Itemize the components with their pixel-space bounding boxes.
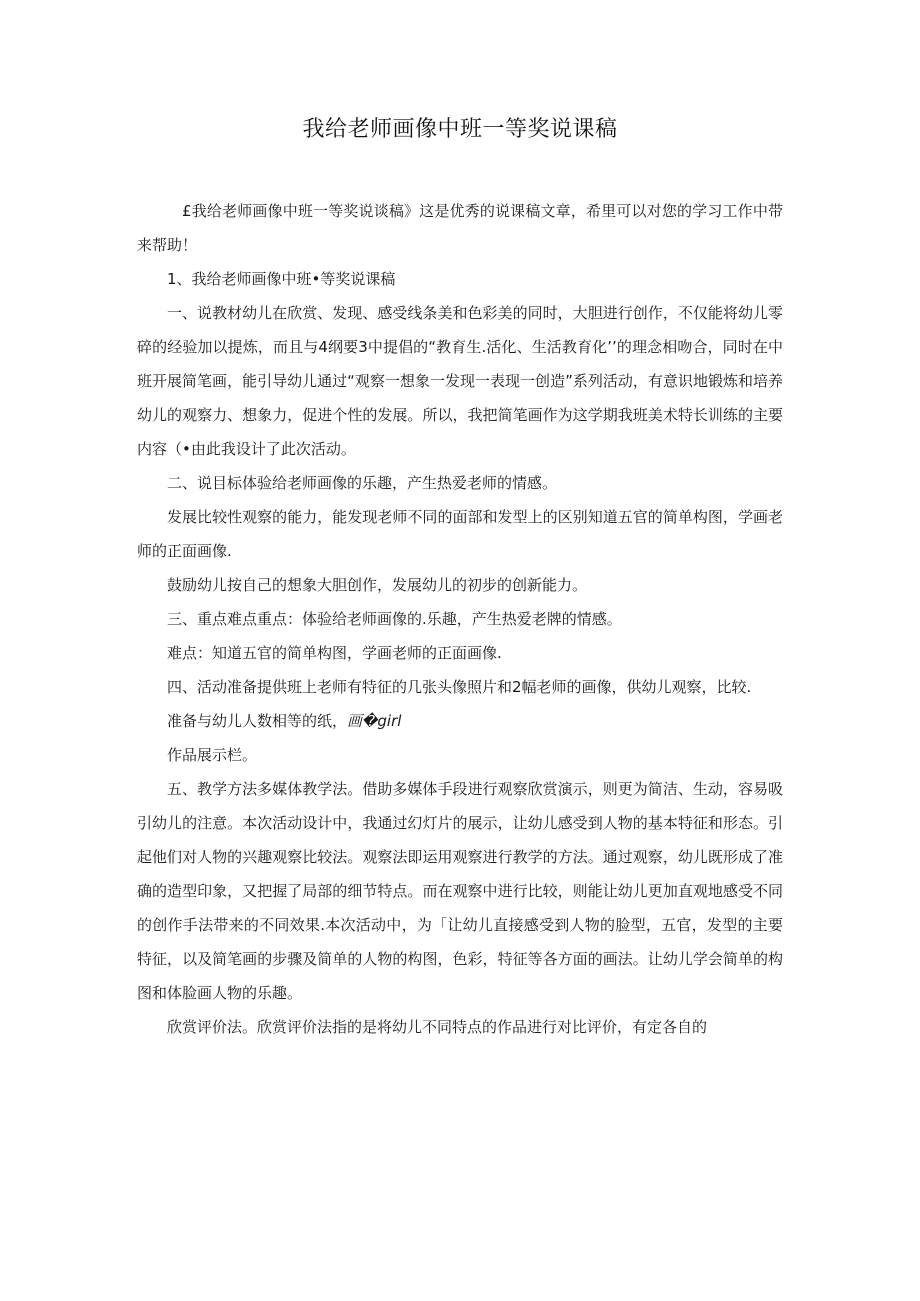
- paragraph-evaluation: 欣赏评价法。欣赏评价法指的是将幼儿不同特点的作品进行对比评价，有定各自的: [167, 1018, 708, 1036]
- paragraph-methods: 五、教学方法多媒体教学法。借助多媒体手段进行观察欣赏演示，则更为简洁、生动，容易吸引幼儿的注意。本次活动设计中，我通过幻灯片的展示，让幼儿感受到人物的基本特征和形态。引起他们对人物的兴趣观察比较法。观察法即运用观察进行教学的方法。通过观察，幼儿既形成了准确的造型印象，又把握了局部的细节特点。而在观察中进行比较，则能让幼儿更加直观地感受不同的创作手法带来的不同效果.本次活动中，为「让幼儿直接感受到人物的脸型，五官，发型的主要特征，以及简笔画的步骤及简单的人物的构图，色彩，特征等各方面的画法。让幼儿学会简单的构图和体脸画人物的乐趣。: [137, 780, 783, 1002]
- paragraph-creativity: 鼓励幼儿按自己的想象大胆创作，发展幼儿的初步的创新能力。: [167, 576, 588, 594]
- paragraph-display: 作品展示栏。: [167, 746, 258, 764]
- paragraph-materials: [137, 704, 783, 738]
- paragraph-preparation: 四、活动准备提供班上老师有特征的几张头像照片和2幅老师的画像，供幼儿观察，比较.: [167, 678, 752, 696]
- document-title: 我给老师画像中班一等奖说课稿: [302, 117, 618, 142]
- intro-paragraph: £我给老师画像中班一等奖说谈稿》这是优秀的说课稿文章，希里可以对您的学习工作中带来帮助！: [137, 202, 783, 254]
- paragraph-goals: 二、说目标体验给老师画像的乐趣，产生热爱老师的情感。: [167, 474, 558, 492]
- document-body: [137, 194, 783, 1044]
- paragraph-key-points: 三、重点难点重点：体验给老师画像的.乐趣，产生热爱老牌的情感。: [167, 610, 622, 628]
- section-heading: 1、我给老师画像中班•等奖说课稿: [167, 270, 396, 288]
- paragraph-difficulty: 难点：知道五官的简单构图，学画老师的正面画像.: [167, 644, 502, 662]
- paragraph-observation-ability: 发展比较性观察的能力，能发现老师不同的面部和发型上的区别知道五官的简单构图，学画老师的正面画像.: [137, 508, 783, 560]
- paragraph-teaching-material: 一、说教材幼儿在欣赏、发现、感受线条美和色彩美的同时，大胆进行创作，不仅能将幼儿零碎的经验加以提炼，而且与4纲要3中提倡的“教育生.活化、生活教育化’’的理念相吻合，同时在中班开展简笔画，能引导幼儿通过“观察一想象一发现一表现一创造”系列活动，有意识地锻炼和培养幼儿的观察力、想象力，促进个性的发展。所以，我把简笔画作为这学期我班美术特长训练的主要内容（•由此我设计了此次活动。: [137, 304, 783, 458]
- materials-italic-text: 画�girl: [347, 712, 402, 730]
- materials-text: 准备与幼儿人数相等的纸，: [167, 712, 348, 730]
